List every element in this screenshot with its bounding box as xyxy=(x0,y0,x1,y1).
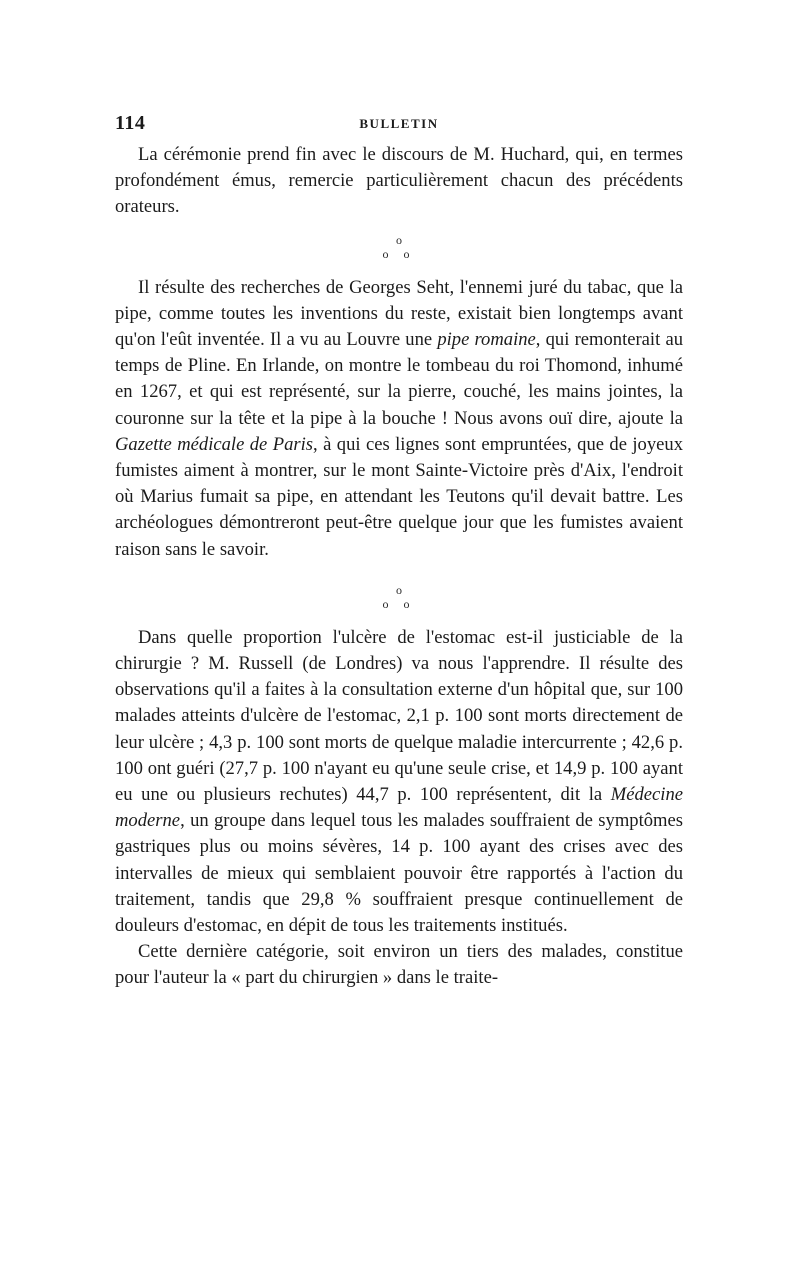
paragraph-ulcer xyxy=(115,625,683,939)
paragraph-text: , un groupe dans lequel tous les malades souffraient de symptômes gastriques plus ou moins sévères, 14 p. 100 ayant des crises avec des intervalles de mieux qui semblaient pouvoir être rapportés à l'action du traitement, tandis que 29,8 % souffraient presque continuellement de douleurs d'estomac, en dépit de tous les traitements institués. xyxy=(115,810,683,937)
book-page xyxy=(115,108,683,992)
paragraph-text: , qui remonterait au temps de Pline. En Irlande, on montre le tombeau du roi Thomond, inhumé en 1267, et qui est représenté, sur la pierre, couché, les mains jointes, la couronne sur la tête et la pipe à la bouche ! Nous avons ouï dire, ajoute la xyxy=(115,329,683,429)
paragraph-text: Il résulte des recherches de Georges Seht, l'ennemi juré du tabac, que la pipe, comme toutes les inventions du reste, existait bien longtemps avant qu'on l'eût inventée. Il a vu au Louvre une xyxy=(115,276,683,351)
paragraph-text: Dans quelle proportion l'ulcère de l'estomac est-il justiciable de la chirurgie ? M. Russell (de Londres) va nous l'apprendre. Il résulte des observations qu'il a faites à la consultation externe d'un hôpital que, sur 100 malades atteints d'ulcère de l'estomac, 2,1 p. 100 sont morts directement de leur ulcère ; 4,3 p. 100 sont morts de quelque maladie intercurrente ; 42,6 p. 100 ont guéri (27,7 p. 100 n'ayant eu qu'une seule crise, et 14,9 p. 100 ayant eu une ou plusieurs rechutes) 44,7 p. 100 représentent, dit la xyxy=(115,626,683,806)
running-head xyxy=(115,108,683,142)
paragraph-ceremony xyxy=(115,142,683,221)
section-separator xyxy=(115,563,683,625)
paragraph-pipe xyxy=(115,275,683,563)
paragraph-text: , à qui ces lignes sont empruntées, que de joyeux fumistes aiment à montrer, sur le mont Sainte-Victoire près d'Aix, l'endroit où Marius fumait sa pipe, en attendant les Teutons qu'il devait battre. Les archéologues démontreront peut-être quelque jour que les fumistes avaient raison sans le savoir. xyxy=(115,433,683,560)
separator-dot-top: o xyxy=(396,582,402,597)
section-separator xyxy=(115,221,683,275)
separator-dot-top: o xyxy=(396,232,402,247)
paragraph-text: La cérémonie prend fin avec le discours de M. Huchard, qui, en termes profondément émus, remercie particulièrement chacun des précédents orateurs. xyxy=(115,144,683,218)
italic-term: pipe romaine xyxy=(437,329,536,351)
paragraph-conclusion xyxy=(115,939,683,991)
page-number: 114 xyxy=(115,112,146,134)
running-title: BULLETIN xyxy=(359,116,439,131)
journal-title: Gazette médicale de Paris xyxy=(115,433,314,455)
separator-dots-bottom: o o xyxy=(382,596,416,611)
separator-dots-bottom: o o xyxy=(382,246,416,261)
journal-title: Médecine moderne xyxy=(115,784,683,832)
paragraph-text: Cette dernière catégorie, soit environ un tiers des malades, constitue pour l'auteur la « part du chirurgien » dans le traite- xyxy=(115,941,683,989)
